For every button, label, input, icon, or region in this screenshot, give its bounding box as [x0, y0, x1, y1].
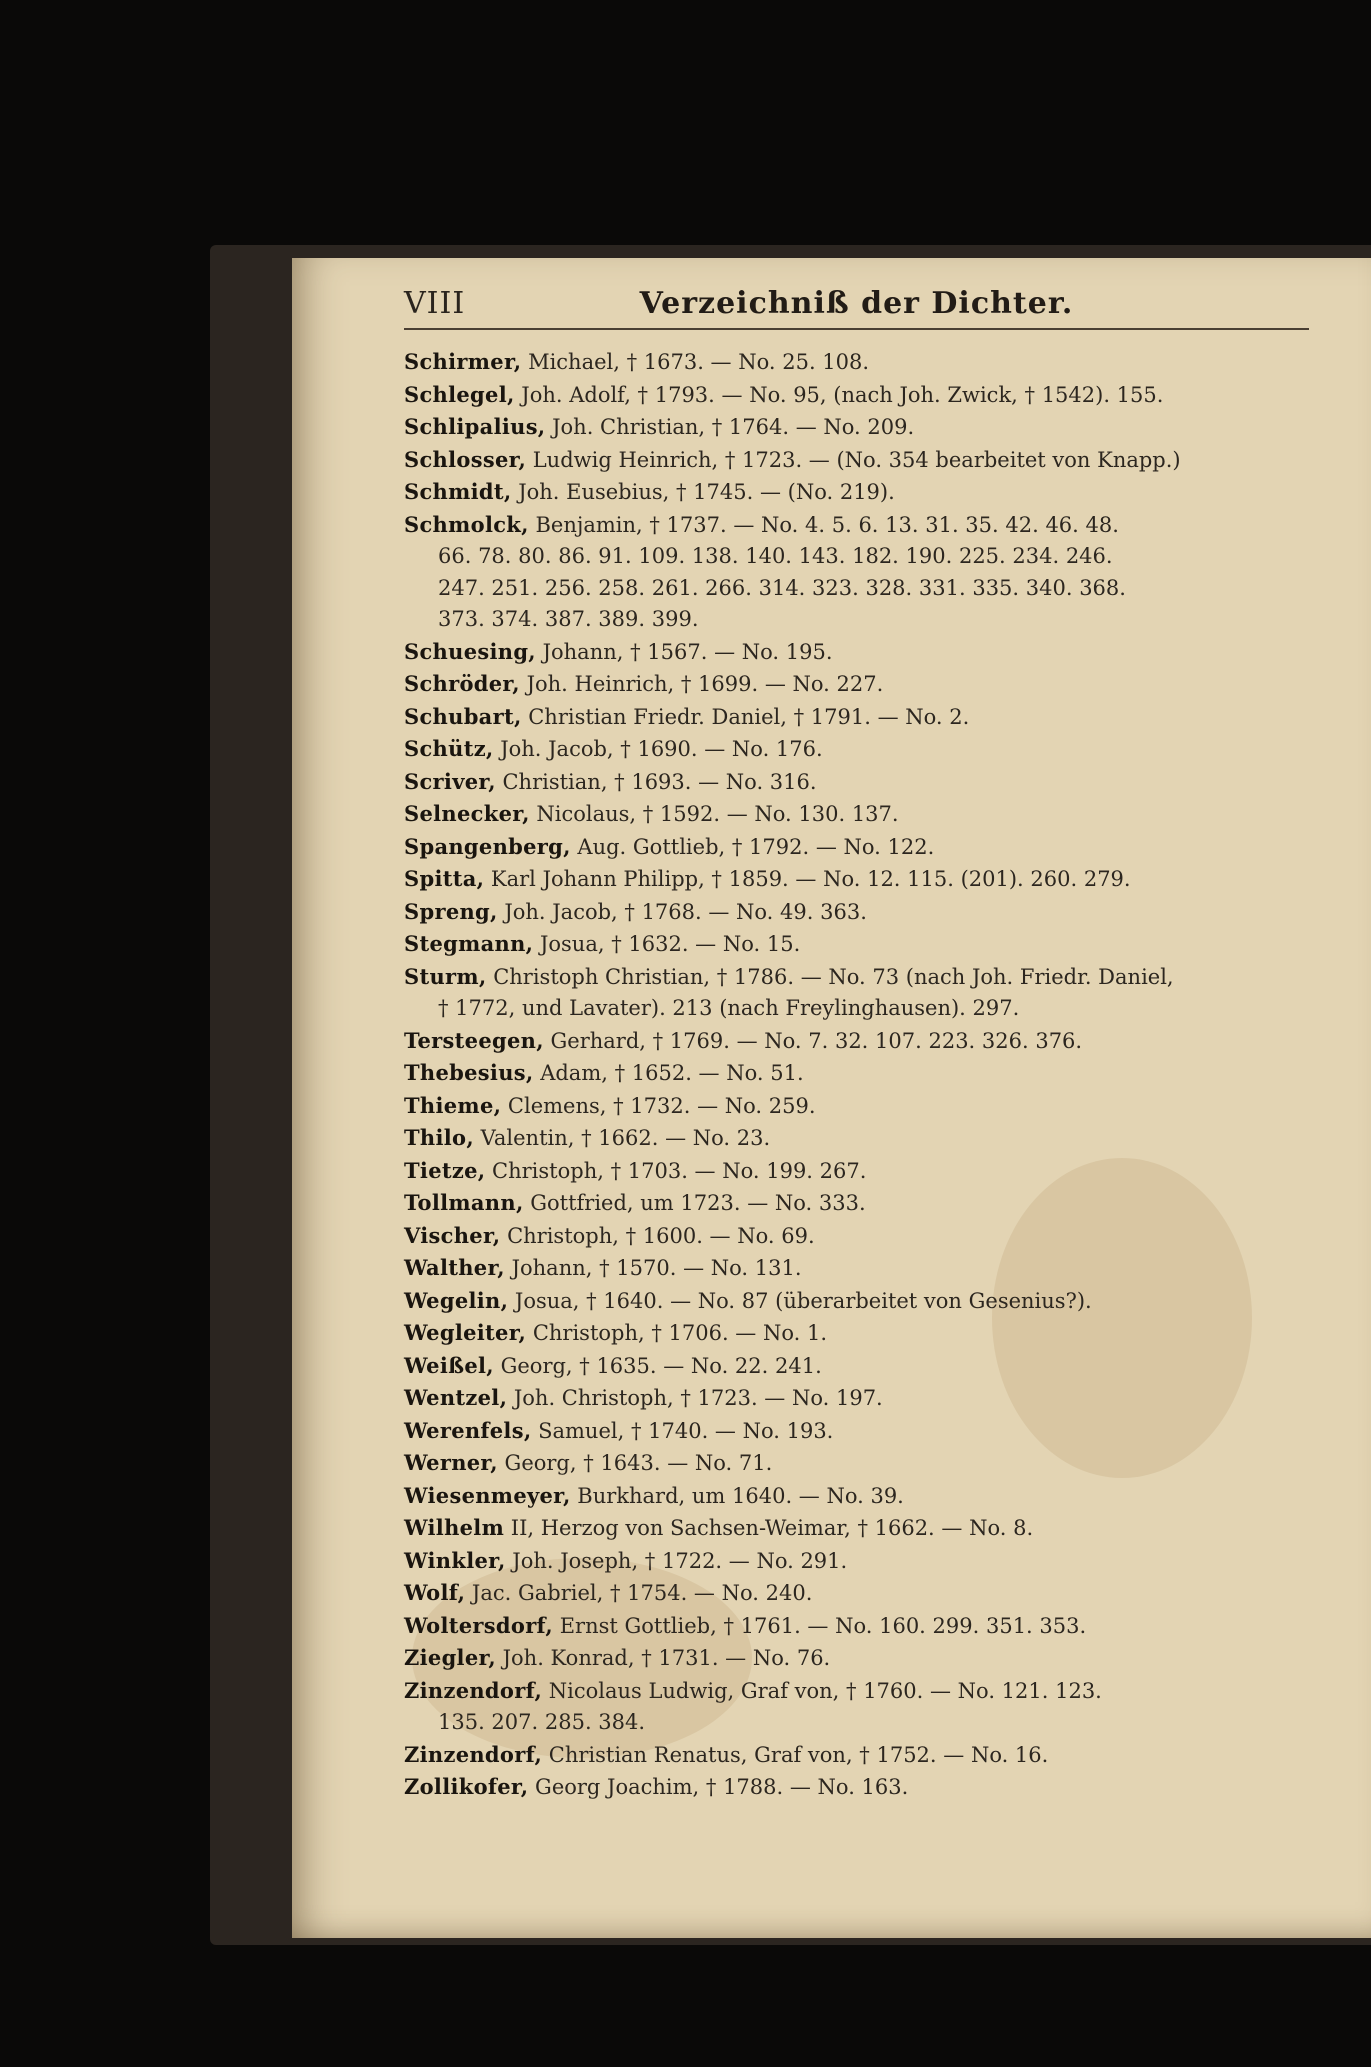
list-item: [404, 379, 1334, 412]
poet-surname: Schütz,: [404, 736, 494, 761]
list-item: [404, 1447, 1334, 1480]
poet-details: Joh. Eusebius, † 1745. — (No. 219).: [511, 480, 895, 504]
poet-details: Christoph Christian, † 1786. — No. 73 (nach Joh. Friedr. Daniel,: [486, 964, 1174, 989]
list-item: [404, 1545, 1334, 1578]
poet-details: Christian Renatus, Graf von, † 1752. — No. 16.: [542, 1742, 1049, 1767]
poet-details: Joh. Konrad, † 1731. — No. 76.: [495, 1646, 831, 1670]
list-item: [404, 766, 1334, 799]
poet-surname: Schröder,: [404, 671, 520, 696]
list-item: [404, 411, 1334, 444]
poet-details: Johann, † 1567. — No. 195.: [535, 639, 833, 664]
poet-surname: Werenfels,: [404, 1417, 532, 1443]
poet-details: Michael, † 1673. — No. 25. 108.: [521, 350, 870, 374]
poet-surname: Zinzendorf,: [404, 1677, 543, 1703]
list-item: [404, 1675, 1334, 1739]
poet-surname: Winkler,: [404, 1547, 506, 1573]
poet-surname: Schuesing,: [404, 638, 536, 664]
list-item: [404, 1220, 1334, 1253]
poet-surname: Werner,: [404, 1450, 498, 1475]
poet-surname: Zollikofer,: [404, 1774, 529, 1799]
poet-details: Valentin, † 1662. — No. 23.: [473, 1126, 771, 1150]
poet-surname: Spangenberg,: [404, 833, 571, 859]
poet-surname: Weißel,: [404, 1352, 494, 1378]
poet-surname: Schmidt,: [404, 479, 512, 504]
poet-surname: Sturm,: [404, 963, 487, 989]
page-title: Verzeichniß der Dichter.: [639, 286, 1074, 321]
list-item: [404, 1057, 1334, 1090]
poet-surname: Wiesenmeyer,: [404, 1482, 571, 1508]
list-item: [404, 1382, 1334, 1415]
poet-details: Ernst Gottlieb, † 1761. — No. 160. 299. 351. 353.: [553, 1613, 1087, 1638]
poet-details-continuation: 135. 207. 285. 384.: [438, 1710, 646, 1734]
list-item: [404, 701, 1334, 734]
poet-details-continuation: † 1772, und Lavater). 213 (nach Freylinghausen). 297.: [438, 996, 1020, 1020]
poet-surname: Stegmann,: [404, 931, 534, 956]
poet-surname: Selnecker,: [404, 801, 530, 826]
poet-surname: Wilhelm: [404, 1515, 505, 1540]
poet-details: Nicolaus, † 1592. — No. 130. 137.: [529, 802, 899, 826]
poet-details: Benjamin, † 1737. — No. 4. 5. 6. 13. 31. 35. 42. 46. 48.: [528, 512, 1119, 537]
list-item: [404, 1610, 1334, 1643]
list-item: [404, 1122, 1334, 1155]
book-page: [292, 258, 1371, 1938]
list-item: [404, 1642, 1334, 1675]
poet-surname: Wolf,: [404, 1580, 466, 1605]
poet-surname: Ziegler,: [404, 1645, 496, 1670]
poet-details: Joh. Heinrich, † 1699. — No. 227.: [519, 672, 884, 696]
poet-surname: Woltersdorf,: [404, 1612, 554, 1638]
poet-surname: Schmolck,: [404, 511, 529, 537]
poet-details-continuation: 66. 78. 80. 86. 91. 109. 138. 140. 143. 182. 190. 225. 234. 246.: [438, 544, 1113, 568]
poet-details: Gerhard, † 1769. — No. 7. 32. 107. 223. 326. 376.: [543, 1028, 1083, 1053]
poet-surname: Wegelin,: [404, 1287, 509, 1313]
poet-details: Gottfried, um 1723. — No. 333.: [523, 1191, 866, 1215]
list-item: [404, 961, 1334, 1025]
list-item: [404, 476, 1334, 509]
poet-details: Christian, † 1693. — No. 316.: [495, 769, 817, 794]
list-item: [404, 1285, 1334, 1318]
poet-surname: Spreng,: [404, 898, 498, 924]
poet-surname: Schirmer,: [404, 349, 522, 374]
list-item: [404, 509, 1334, 636]
poet-details-continuation: 247. 251. 256. 258. 261. 266. 314. 323. 328. 331. 335. 340. 368.: [438, 575, 1126, 600]
poet-surname: Zinzendorf,: [404, 1741, 543, 1767]
list-item: [404, 1252, 1334, 1285]
poet-surname: Walther,: [404, 1255, 505, 1280]
poet-details: Christian Friedr. Daniel, † 1791. — No. 2.: [521, 704, 970, 729]
list-item: [404, 1771, 1334, 1804]
poet-details: Samuel, † 1740. — No. 193.: [531, 1418, 834, 1443]
poet-surname: Schubart,: [404, 703, 522, 729]
list-item: [404, 1577, 1334, 1610]
list-item: [404, 928, 1334, 961]
list-item: [404, 444, 1334, 477]
list-item: [404, 1480, 1334, 1513]
list-item: [404, 863, 1334, 896]
poet-details: Adam, † 1652. — No. 51.: [533, 1061, 804, 1085]
poet-details: Christoph, † 1703. — No. 199. 267.: [485, 1158, 867, 1183]
poet-details: Joh. Christoph, † 1723. — No. 197.: [507, 1386, 883, 1410]
poet-details: II, Herzog von Sachsen-Weimar, † 1662. — No. 8.: [504, 1516, 1034, 1540]
poet-surname: Schlipalius,: [404, 414, 546, 439]
poet-surname: Thieme,: [404, 1092, 502, 1118]
list-item: [404, 1415, 1334, 1448]
poet-details: Joh. Christian, † 1764. — No. 209.: [545, 415, 915, 439]
poet-details: Ludwig Heinrich, † 1723. — (No. 354 bearbeitet von Knapp.): [526, 447, 1181, 472]
poet-details: Joh. Joseph, † 1722. — No. 291.: [505, 1548, 848, 1573]
list-item: [404, 1090, 1334, 1123]
poet-details: Christoph, † 1600. — No. 69.: [500, 1223, 815, 1248]
poet-details: Georg, † 1643. — No. 71.: [497, 1451, 773, 1475]
list-item: [404, 1512, 1334, 1545]
list-item: [404, 668, 1334, 701]
poet-surname: Scriver,: [404, 768, 496, 794]
poet-details: Nicolaus Ludwig, Graf von, † 1760. — No. 121. 123.: [542, 1678, 1102, 1703]
list-item: [404, 636, 1334, 669]
poet-index-list: [404, 346, 1334, 1804]
poet-details: Karl Johann Philipp, † 1859. — No. 12. 115. (201). 260. 279.: [484, 867, 1131, 891]
poet-surname: Tollmann,: [404, 1190, 524, 1215]
poet-details: Georg, † 1635. — No. 22. 241.: [493, 1353, 822, 1378]
list-item: [404, 733, 1334, 766]
poet-details: Johann, † 1570. — No. 131.: [504, 1256, 802, 1280]
poet-details: Burkhard, um 1640. — No. 39.: [570, 1483, 904, 1508]
poet-surname: Wegleiter,: [404, 1320, 527, 1345]
poet-surname: Spitta,: [404, 866, 485, 891]
list-item: [404, 798, 1334, 831]
poet-details: Joh. Jacob, † 1690. — No. 176.: [493, 737, 823, 761]
poet-surname: Vischer,: [404, 1222, 501, 1248]
poet-details: Josua, † 1632. — No. 15.: [533, 932, 801, 956]
poet-surname: Wentzel,: [404, 1385, 508, 1410]
poet-surname: Schlosser,: [404, 446, 527, 472]
poet-details: Jac. Gabriel, † 1754. — No. 240.: [465, 1581, 813, 1605]
poet-surname: Tietze,: [404, 1157, 486, 1183]
poet-details: Joh. Adolf, † 1793. — No. 95, (nach Joh. Zwick, † 1542). 155.: [514, 382, 1164, 407]
poet-details: Aug. Gottlieb, † 1792. — No. 122.: [570, 834, 935, 859]
list-item: [404, 831, 1334, 864]
poet-surname: Schlegel,: [404, 381, 515, 407]
list-item: [404, 346, 1334, 379]
list-item: [404, 1317, 1334, 1350]
poet-surname: Tersteegen,: [404, 1027, 544, 1053]
poet-details: Josua, † 1640. — No. 87 (überarbeitet von Gesenius?).: [508, 1288, 1092, 1313]
poet-details: Joh. Jacob, † 1768. — No. 49. 363.: [497, 899, 867, 924]
list-item: [404, 896, 1334, 929]
list-item: [404, 1739, 1334, 1772]
poet-surname: Thebesius,: [404, 1060, 534, 1085]
list-item: [404, 1155, 1334, 1188]
poet-surname: Thilo,: [404, 1125, 474, 1150]
poet-details-continuation: 373. 374. 387. 389. 399.: [438, 607, 699, 631]
page-header: [404, 280, 1309, 330]
poet-details: Christoph, † 1706. — No. 1.: [526, 1321, 828, 1345]
list-item: [404, 1187, 1334, 1220]
poet-details: Clemens, † 1732. — No. 259.: [501, 1093, 816, 1118]
poet-details: Georg Joachim, † 1788. — No. 163.: [528, 1775, 909, 1799]
list-item: [404, 1025, 1334, 1058]
list-item: [404, 1350, 1334, 1383]
page-number: VIII: [404, 286, 466, 321]
